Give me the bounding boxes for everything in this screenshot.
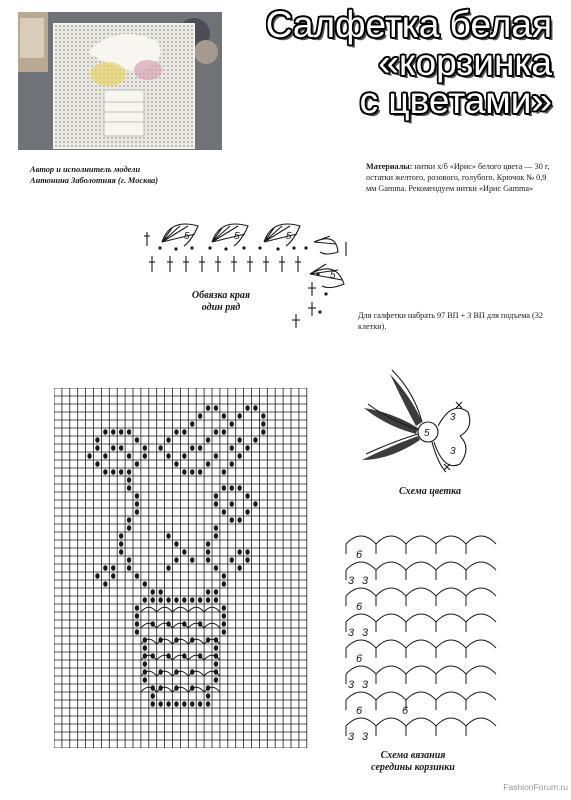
basket-label: 6 (356, 601, 363, 613)
basket-arch (376, 536, 406, 544)
basket-arch (406, 614, 436, 622)
center-caption-line-2: середины корзинки (371, 762, 455, 773)
filled-cell (143, 581, 147, 587)
basket-label: 6 (402, 705, 409, 717)
basket-label: 3 (348, 627, 355, 639)
filled-cell (127, 453, 131, 459)
basket-label: 6 (356, 705, 363, 717)
page-title (232, 6, 552, 120)
filled-cell (119, 549, 123, 555)
flower-petal-label-2: 3 (450, 446, 456, 457)
materials-label: Материалы: (366, 162, 413, 171)
basket-arch (376, 666, 406, 674)
filled-cell (222, 629, 226, 635)
filled-cell (174, 597, 178, 603)
title-line-3: с цветами» (359, 80, 552, 121)
basket-arch (406, 718, 436, 726)
filled-cell (135, 461, 139, 467)
center-scheme-caption (350, 750, 476, 774)
filled-cell (214, 565, 218, 571)
filled-cell (158, 597, 162, 603)
basket-label: 3 (362, 575, 369, 587)
basket-label: 3 (362, 731, 369, 742)
basket-arch (436, 692, 466, 700)
edge-scheme-caption (166, 290, 276, 314)
basket-arch (466, 536, 496, 544)
basket-label: 3 (348, 731, 355, 742)
filled-cell (95, 461, 99, 467)
filled-cell (214, 597, 218, 603)
filled-cell (206, 589, 210, 595)
materials-text: нитки х/б «Ирис» белого цвета — 30 г, остатки желтого, розового, голубого. Крючок № 0,9 мм Gamma. Рекомендуем нитки «Ирис Gamma» (366, 162, 550, 193)
filled-cell (230, 421, 234, 427)
filled-cell (190, 557, 194, 563)
filled-cell (237, 413, 241, 419)
edge-caption-line-2: один ряд (201, 302, 241, 313)
filled-cell (253, 405, 257, 411)
filled-cell (245, 405, 249, 411)
filled-cell (182, 469, 186, 475)
filled-cell (237, 565, 241, 571)
basket-arch (406, 536, 436, 544)
filled-cell (261, 413, 265, 419)
filled-cell (127, 429, 131, 435)
filled-cell (206, 597, 210, 603)
filled-cell (111, 565, 115, 571)
filled-cell (222, 485, 226, 491)
filled-cell (135, 605, 139, 611)
filled-cell (135, 509, 139, 515)
basket-arch (346, 666, 376, 674)
filled-cell (182, 549, 186, 555)
filled-cell (158, 589, 162, 595)
author-credit (30, 164, 230, 186)
basket-arch (466, 692, 496, 700)
filled-cell (127, 557, 131, 563)
filled-cell (206, 461, 210, 467)
basket-arch (346, 614, 376, 622)
filled-cell (245, 557, 249, 563)
filled-cell (166, 597, 170, 603)
title-line-2: «корзинка (378, 42, 552, 83)
filled-cell (111, 469, 115, 475)
filled-cell (166, 701, 170, 707)
filled-cell (95, 573, 99, 579)
filled-cell (245, 509, 249, 515)
filled-cell (222, 429, 226, 435)
filled-cell (214, 525, 218, 531)
filled-cell (119, 469, 123, 475)
basket-arch (466, 588, 496, 596)
fan-label-4: 5 (330, 270, 336, 281)
filled-cell (214, 493, 218, 499)
filled-cell (135, 493, 139, 499)
filled-cell (206, 541, 210, 547)
filled-cell (127, 565, 131, 571)
basket-label: 3 (348, 575, 355, 587)
filled-cell (166, 453, 170, 459)
fan-label-3: 5 (286, 231, 292, 242)
basket-arch (436, 562, 466, 570)
filled-cell (135, 613, 139, 619)
filled-cell (190, 421, 194, 427)
basket-arch (346, 562, 376, 570)
basket-arch (436, 536, 466, 544)
filled-cell (214, 645, 218, 651)
basket-arch (466, 666, 496, 674)
basket-arch (346, 536, 376, 544)
filled-cell (230, 485, 234, 491)
filled-cell (198, 701, 202, 707)
basket-arch (406, 692, 436, 700)
filled-cell (87, 453, 91, 459)
filled-cell (214, 533, 218, 539)
filled-cell (127, 525, 131, 531)
flower-scheme-diagram (356, 368, 486, 480)
filled-cell (222, 573, 226, 579)
filled-cell (245, 445, 249, 451)
filled-cell (261, 421, 265, 427)
filled-cell (230, 461, 234, 467)
filled-cell (103, 581, 107, 587)
filled-cell (222, 613, 226, 619)
filled-cell (230, 445, 234, 451)
doily-photo-icon (18, 12, 222, 150)
filled-cell (95, 445, 99, 451)
filled-cell (222, 605, 226, 611)
filled-cell (103, 469, 107, 475)
filled-cell (230, 517, 234, 523)
filled-cell (135, 437, 139, 443)
filled-cell (135, 573, 139, 579)
filled-cell (143, 445, 147, 451)
instructions-text: Для салфетки набрать 97 ВП + 3 ВП для подъема (32 клетки). (358, 311, 543, 331)
filled-cell (214, 501, 218, 507)
basket-arch (406, 666, 436, 674)
filled-cell (237, 437, 241, 443)
filled-cell (151, 693, 155, 699)
filled-cell (151, 589, 155, 595)
basket-arch (436, 588, 466, 596)
watermark: FashionForum.ru (503, 782, 568, 792)
basket-arch (346, 692, 376, 700)
basket-label: 3 (348, 679, 355, 691)
filled-cell (127, 517, 131, 523)
filled-cell (222, 469, 226, 475)
filled-cell (103, 453, 107, 459)
basket-arch (436, 614, 466, 622)
filled-cell (111, 573, 115, 579)
filled-cell (119, 445, 123, 451)
filled-cell (206, 557, 210, 563)
filled-cell (230, 501, 234, 507)
fan-label-1: 5 (184, 231, 190, 242)
filled-cell (190, 597, 194, 603)
filled-cell (253, 501, 257, 507)
filled-cell (135, 621, 139, 627)
filled-cell (111, 429, 115, 435)
basket-label: 6 (356, 549, 363, 561)
filled-cell (245, 493, 249, 499)
filled-cell (127, 477, 131, 483)
filled-cell (198, 469, 202, 475)
basket-arch (376, 614, 406, 622)
filled-cell (119, 429, 123, 435)
filled-cell (143, 645, 147, 651)
filled-cell (206, 701, 210, 707)
filled-cell (111, 445, 115, 451)
filled-cell (182, 453, 186, 459)
filled-cell (214, 429, 218, 435)
filled-cell (206, 549, 210, 555)
filled-cell (166, 437, 170, 443)
filled-cell (198, 597, 202, 603)
basket-label: 3 (362, 627, 369, 639)
basket-arch (436, 718, 466, 726)
basket-arch (376, 692, 406, 700)
basket-arch (376, 588, 406, 596)
basket-arch (406, 562, 436, 570)
filled-cell (237, 485, 241, 491)
filled-cell (182, 597, 186, 603)
basket-label: 6 (356, 653, 363, 665)
title-line-1: Салфетка белая (265, 4, 552, 45)
basket-arch (436, 666, 466, 674)
basket-arch (466, 718, 496, 726)
filled-cell (222, 581, 226, 587)
filled-cell (158, 445, 162, 451)
filled-cell (174, 429, 178, 435)
filled-cell (198, 413, 202, 419)
basket-arch (346, 718, 376, 726)
filled-cell (182, 701, 186, 707)
filled-cell (237, 549, 241, 555)
filled-cell (214, 677, 218, 683)
filled-cell (143, 597, 147, 603)
basket-arch (376, 562, 406, 570)
filled-cell (261, 429, 265, 435)
fan-label-2: 5 (234, 231, 240, 242)
filled-cell (143, 453, 147, 459)
basket-arch (466, 640, 496, 648)
filled-cell (103, 565, 107, 571)
edge-scheme-diagram (140, 212, 360, 340)
basket-arch (466, 562, 496, 570)
filled-cell (127, 469, 131, 475)
materials-block (366, 161, 551, 194)
filled-cell (174, 541, 178, 547)
filled-cell (237, 453, 241, 459)
filled-cell (190, 445, 194, 451)
filled-cell (174, 557, 178, 563)
filled-cell (206, 437, 210, 443)
filled-cell (222, 509, 226, 515)
filled-cell (206, 405, 210, 411)
filled-cell (143, 677, 147, 683)
basket-arch (376, 718, 406, 726)
basket-label: 3 (362, 679, 369, 691)
filled-cell (214, 453, 218, 459)
basket-arch (406, 588, 436, 596)
filled-cell (206, 693, 210, 699)
basket-arch (376, 640, 406, 648)
filled-cell (127, 485, 131, 491)
flower-center-label: 5 (424, 428, 430, 439)
filled-cell (158, 701, 162, 707)
basket-arch (346, 588, 376, 596)
filled-cell (237, 517, 241, 523)
filled-cell (135, 501, 139, 507)
filled-cell (174, 461, 178, 467)
basket-arch (466, 614, 496, 622)
edge-caption-line-1: Обвязка края (191, 290, 251, 301)
filled-cell (230, 557, 234, 563)
author-line-1: Автор и исполнитель модели (30, 165, 141, 174)
filled-cell (214, 589, 218, 595)
filled-cell (166, 565, 170, 571)
flower-scheme-caption: Схема цветка (398, 486, 462, 497)
filled-cell (151, 701, 155, 707)
filled-cell (214, 405, 218, 411)
author-line-2: Антонина Заболотняя (г. Москва) (30, 176, 159, 185)
filled-cell (143, 661, 147, 667)
doily-photo (18, 12, 222, 150)
filled-cell (182, 429, 186, 435)
filled-cell (253, 437, 257, 443)
basket-arch (436, 640, 466, 648)
basket-center-scheme-diagram (338, 526, 508, 742)
filled-cell (166, 533, 170, 539)
filet-crochet-chart (54, 388, 308, 748)
filled-cell (190, 469, 194, 475)
filled-cell (190, 701, 194, 707)
filled-cell (198, 445, 202, 451)
flower-petal-label-1: 3 (450, 412, 456, 423)
basket-arch (406, 640, 436, 648)
filled-cell (214, 661, 218, 667)
filled-cell (95, 437, 99, 443)
filled-cell (174, 701, 178, 707)
center-caption-line-1: Схема вязания (380, 750, 446, 761)
filled-cell (151, 597, 155, 603)
filled-cell (103, 429, 107, 435)
filled-cell (245, 549, 249, 555)
basket-arch (346, 640, 376, 648)
filled-cell (119, 533, 123, 539)
filled-cell (222, 621, 226, 627)
filled-cell (119, 541, 123, 547)
filled-cell (222, 413, 226, 419)
filled-cell (135, 629, 139, 635)
